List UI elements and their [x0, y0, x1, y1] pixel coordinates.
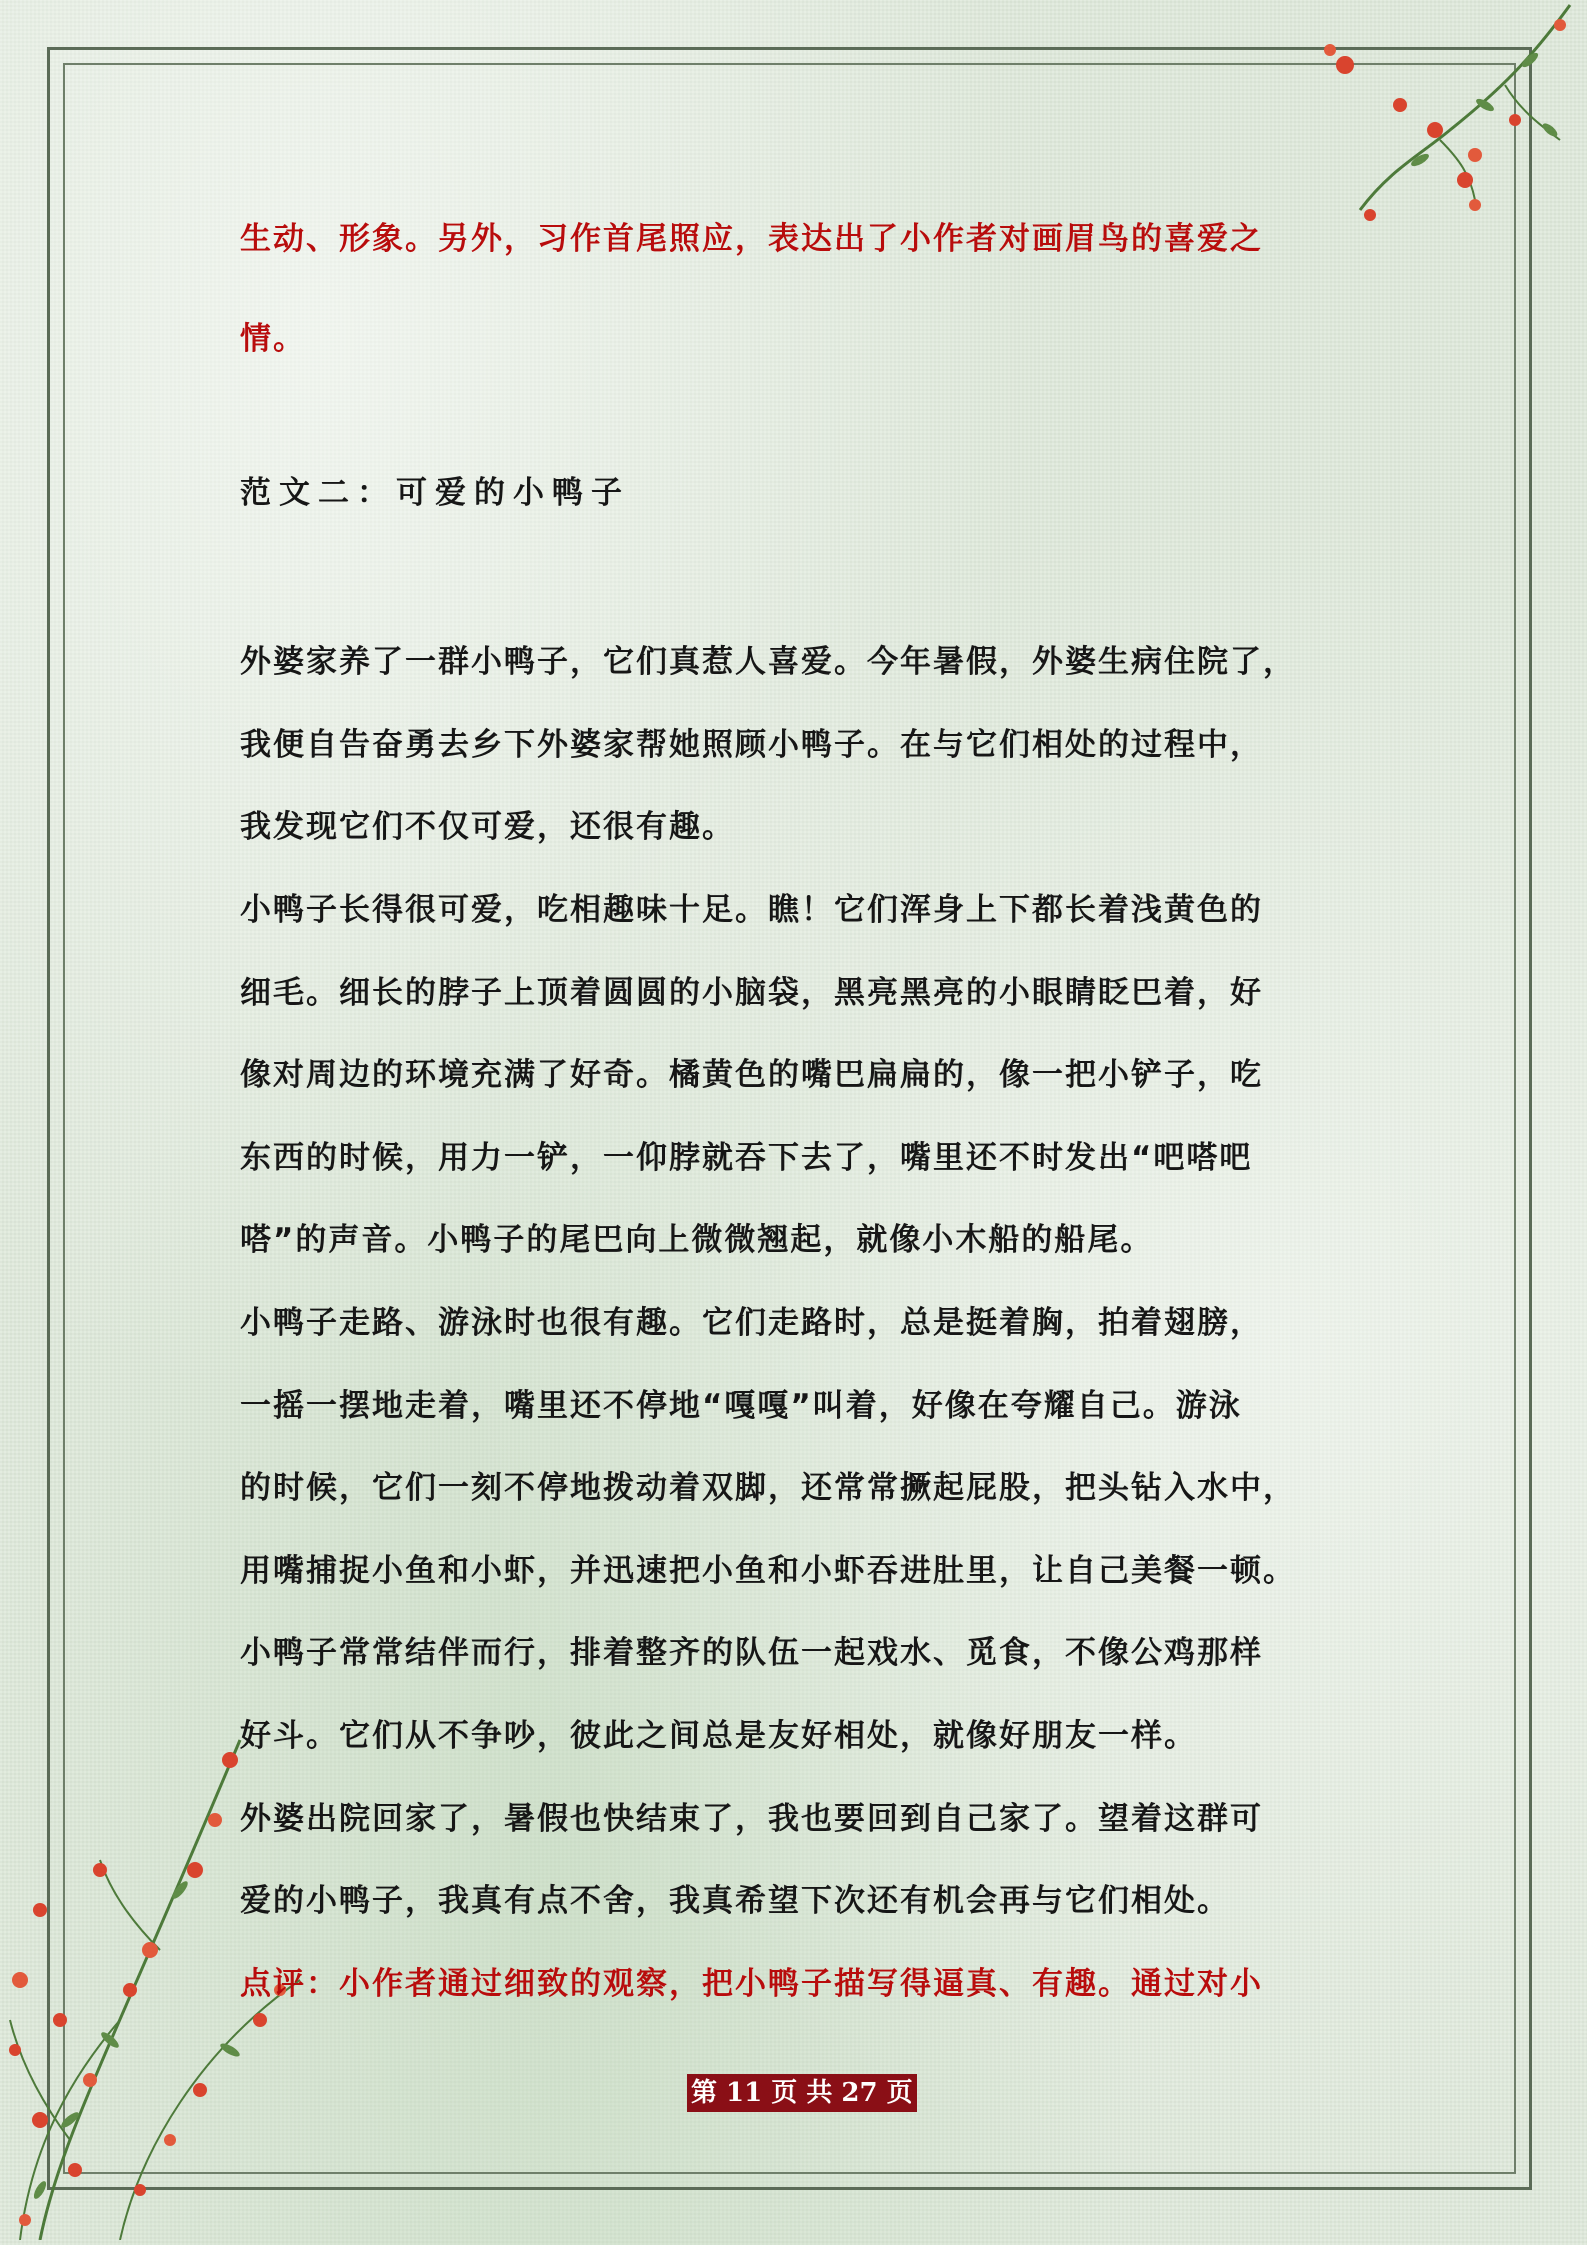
paragraph-line: 我便自告奋勇去乡下外婆家帮她照顾小鸭子。在与它们相处的过程中，	[240, 727, 1263, 763]
paragraph-line: 的时候，它们一刻不停地拨动着双脚，还常常撅起屁股，把头钻入水中，	[240, 1470, 1296, 1506]
paragraph-line: 细毛。细长的脖子上顶着圆圆的小脑袋，黑亮黑亮的小眼睛眨巴着，好	[240, 975, 1263, 1011]
page-number: 第 11 页 共 27 页	[687, 2074, 917, 2112]
paragraph-line: 外婆出院回家了，暑假也快结束了，我也要回到自己家了。望着这群可	[240, 1801, 1263, 1837]
paragraph-line: 外婆家养了一群小鸭子，它们真惹人喜爱。今年暑假，外婆生病住院了，	[240, 644, 1296, 680]
paragraph-line: 用嘴捕捉小鱼和小虾，并迅速把小鱼和小虾吞进肚里，让自己美餐一顿。	[240, 1553, 1296, 1589]
review-text-line: 生动、形象。另外，习作首尾照应，表达出了小作者对画眉鸟的喜爱之	[240, 221, 1263, 257]
paragraph-line: 小鸭子走路、游泳时也很有趣。它们走路时，总是挺着胸，拍着翅膀，	[240, 1305, 1263, 1341]
paragraph-line: 东西的时候，用力一铲，一仰脖就吞下去了，嘴里还不时发出“吧嗒吧	[240, 1140, 1253, 1176]
review-text-line: 点评：小作者通过细致的观察，把小鸭子描写得逼真、有趣。通过对小	[240, 1966, 1263, 2002]
paragraph-line: 我发现它们不仅可爱，还很有趣。	[240, 809, 735, 845]
review-text-line: 情。	[240, 321, 306, 357]
paragraph-line: 爱的小鸭子，我真有点不舍，我真希望下次还有机会再与它们相处。	[240, 1883, 1230, 1919]
paragraph-line: 一摇一摆地走着，嘴里还不停地“嘎嘎”叫着，好像在夸耀自己。游泳	[240, 1388, 1242, 1424]
paragraph-line: 嗒”的声音。小鸭子的尾巴向上微微翘起，就像小木船的船尾。	[240, 1222, 1154, 1258]
paragraph-line: 好斗。它们从不争吵，彼此之间总是友好相处，就像好朋友一样。	[240, 1718, 1197, 1754]
essay-title: 范文二：可爱的小鸭子	[240, 475, 630, 511]
paragraph-line: 小鸭子长得很可爱，吃相趣味十足。瞧！它们浑身上下都长着浅黄色的	[240, 892, 1263, 928]
paragraph-line: 像对周边的环境充满了好奇。橘黄色的嘴巴扁扁的，像一把小铲子，吃	[240, 1057, 1263, 1093]
paragraph-line: 小鸭子常常结伴而行，排着整齐的队伍一起戏水、觅食，不像公鸡那样	[240, 1635, 1263, 1671]
